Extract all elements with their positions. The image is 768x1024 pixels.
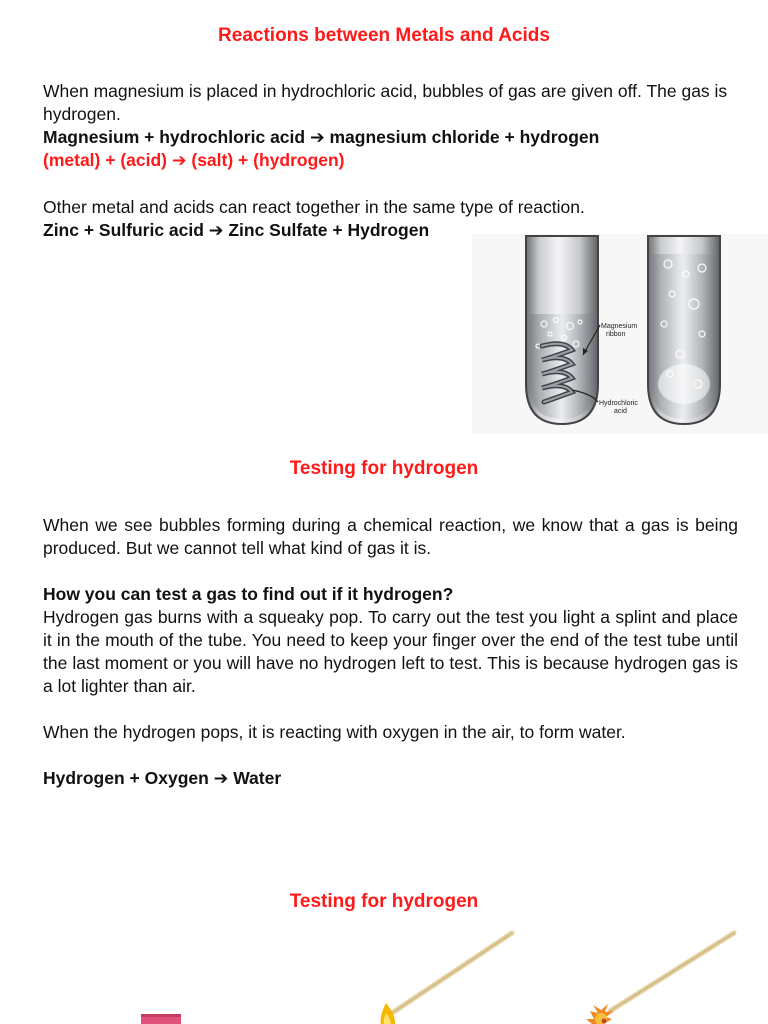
lit-splint-2 — [586, 933, 734, 1024]
test-question: How you can test a gas to find out if it hydrogen? — [43, 584, 454, 604]
bubbles-paragraph: When we see bubbles forming during a chemical reaction, we know that a gas is being produced. But we cannot tell what kind of gas it is. — [43, 515, 738, 558]
intro-paragraph: When magnesium is placed in hydrochloric acid, bubbles of gas are given off. The gas is hydrogen. — [43, 81, 728, 124]
zinc-word-equation: Zinc + Sulfuric acid ➔ Zinc Sulfate + Hydrogen — [43, 220, 430, 240]
hydrochloric-acid-label: Hydrochloric acid — [599, 400, 638, 415]
red-test-tube — [141, 1014, 181, 1024]
pop-burst-icon — [586, 1004, 614, 1024]
magnesium-test-tubes-figure — [472, 234, 768, 434]
hydrogen-oxygen-equation: Hydrogen + Oxygen ➔ Water — [43, 768, 282, 788]
test-tube-with-magnesium — [526, 236, 598, 424]
general-word-equation: (metal) + (acid) ➔ (salt) + (hydrogen) — [43, 150, 345, 170]
magnesium-ribbon-label: Magnesium ribbon — [601, 323, 638, 338]
magnesium-word-equation: Magnesium + hydrochloric acid ➔ magnesium chloride + hydrogen — [43, 127, 600, 147]
other-metals-paragraph: Other metal and acids can react together in the same type of reaction. — [43, 197, 585, 217]
hydrogen-pops-paragraph: When the hydrogen pops, it is reacting with oxygen in the air, to form water. — [43, 722, 626, 742]
test-tube-with-acid — [648, 236, 720, 424]
splint-test-illustration — [0, 925, 768, 1024]
section-title-reactions: Reactions between Metals and Acids — [218, 25, 550, 46]
section-title-testing-hydrogen: Testing for hydrogen — [289, 458, 479, 479]
section-title-testing-hydrogen-2: Testing for hydrogen — [289, 891, 479, 912]
lit-splint-1 — [381, 933, 512, 1024]
squeaky-pop-paragraph: Hydrogen gas burns with a squeaky pop. To carry out the test you light a splint and place it in the mouth of the tube. You need to keep your finger over the end of the test tube until the last moment or you will have no hydrogen left to test. This is because hydrogen gas is a lot lighter than air. — [43, 607, 738, 696]
